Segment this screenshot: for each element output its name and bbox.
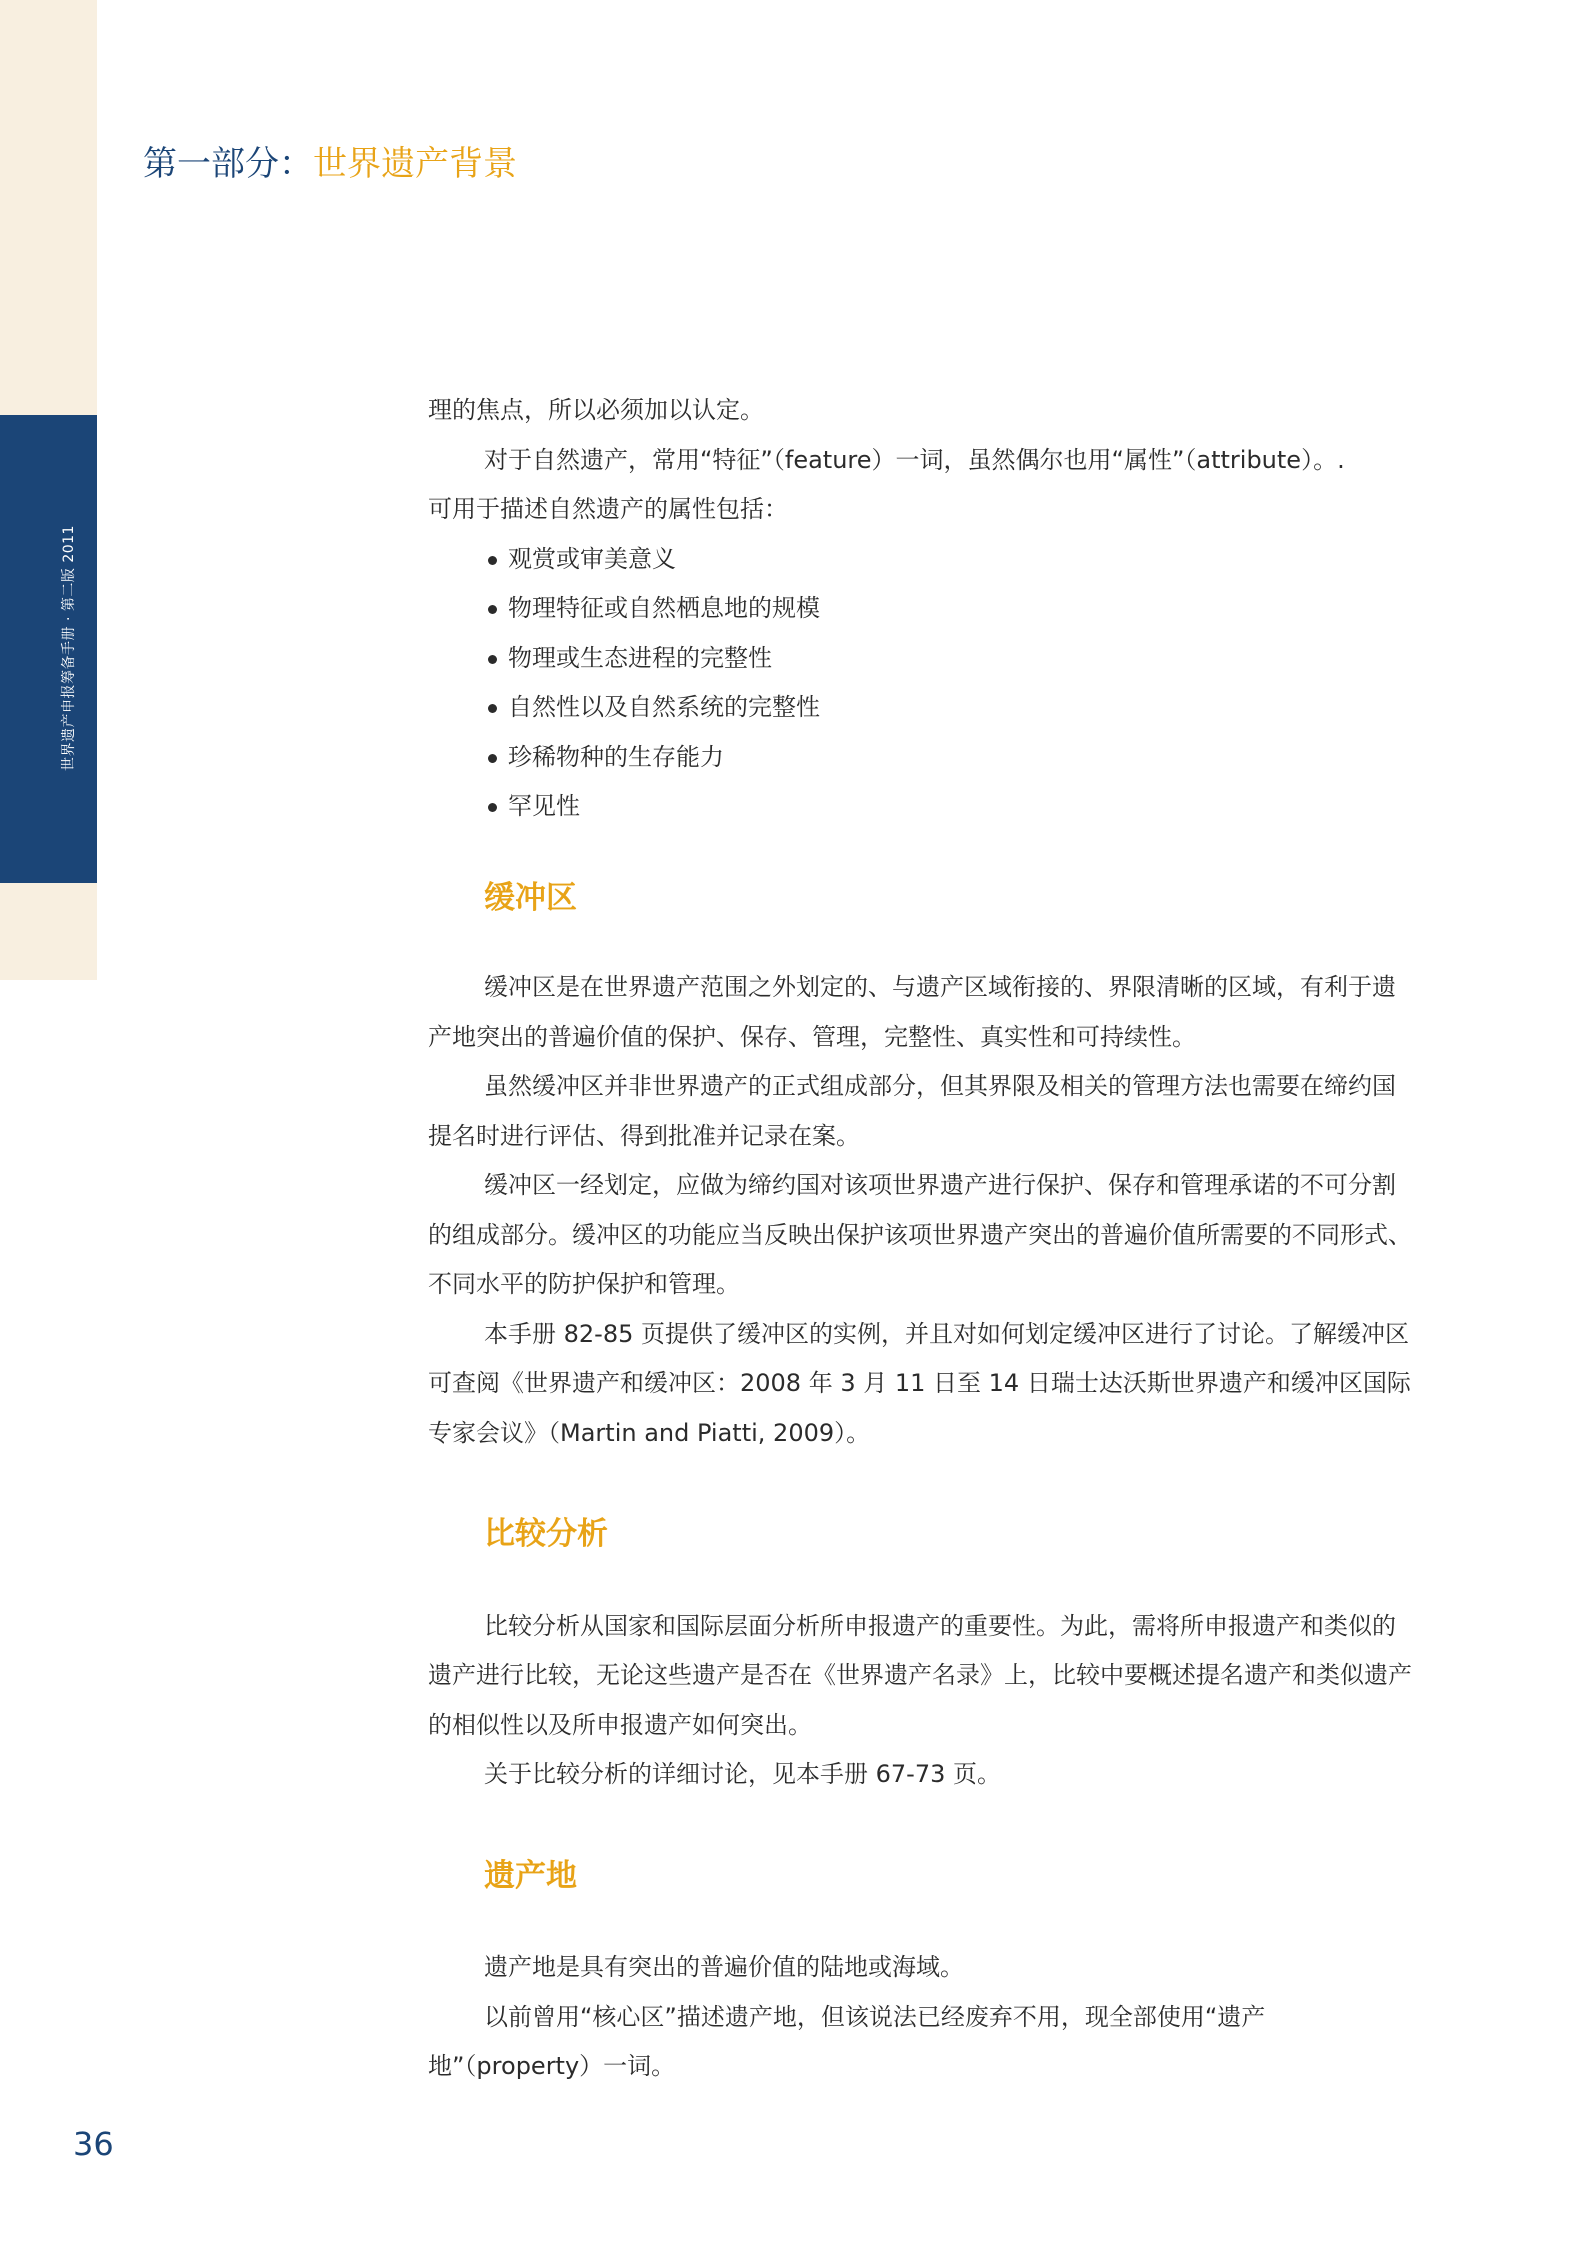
paragraph: 比较分析从国家和国际层面分析所申报遗产的重要性。为此，需将所申报遗产和类似的遗产进行比较，无论这些遗产是否在《世界遗产名录》上，比较中要概述提名遗产和类似遗产的相似性以及所申报遗产如何突出。 [428, 1611, 1412, 1739]
side-strip-bottom [0, 883, 97, 980]
paragraph: 遗产地是具有突出的普遍价值的陆地或海域。 [484, 1953, 964, 1981]
paragraph: 以前曾用“核心区”描述遗产地，但该说法已经废弃不用，现全部使用“遗产地”（property）一词。 [428, 2002, 1266, 2080]
attribute-list [428, 535, 1418, 832]
list-item: 罕见性 [486, 782, 1418, 832]
paragraph: 关于比较分析的详细讨论，见本手册 67-73 页。 [484, 1760, 1001, 1788]
side-running-title: 世界遗产申报筹备手册 · 第二版 2011 [61, 525, 77, 771]
main-content [428, 386, 1418, 2092]
intro-line: 对于自然遗产，常用“特征”（feature）一词，虽然偶尔也用“属性”（attribute）。. [484, 445, 1345, 474]
paragraph: 缓冲区是在世界遗产范围之外划定的、与遗产区域衔接的、界限清晰的区域，有利于遗产地突出的普遍价值的保护、保存、管理，完整性、真实性和可持续性。 [428, 973, 1396, 1051]
list-item: 自然性以及自然系统的完整性 [486, 683, 1418, 733]
header-part: 第一部分 [143, 144, 279, 184]
header-separator: ： [279, 144, 313, 184]
header-topic: 世界遗产背景 [313, 144, 517, 184]
section-heading-property: 遗产地 [484, 1857, 577, 1894]
intro-line: 理的焦点，所以必须加以认定。 [428, 396, 764, 424]
page-header [143, 136, 517, 185]
side-strip-band [0, 415, 97, 883]
list-item: 珍稀物种的生存能力 [486, 733, 1418, 783]
page-number: 36 [73, 2125, 114, 2163]
intro-line: 可用于描述自然遗产的属性包括： [428, 495, 788, 523]
paragraph: 虽然缓冲区并非世界遗产的正式组成部分，但其界限及相关的管理方法也需要在缔约国提名时进行评估、得到批准并记录在案。 [428, 1072, 1396, 1150]
list-item: 物理或生态进程的完整性 [486, 634, 1418, 684]
section-heading-buffer-zone: 缓冲区 [484, 879, 577, 916]
list-item: 观赏或审美意义 [486, 535, 1418, 585]
list-item: 物理特征或自然栖息地的规模 [486, 584, 1418, 634]
section-heading-comparative-analysis: 比较分析 [484, 1516, 608, 1552]
paragraph: 本手册 82-85 页提供了缓冲区的实例，并且对如何划定缓冲区进行了讨论。了解缓冲区可查阅《世界遗产和缓冲区：2008 年 3 月 11 日至 14 日瑞士达沃斯世界遗产和缓冲区国际专家会议》（Martin and Piatti, 2009）。 [428, 1319, 1411, 1447]
paragraph: 缓冲区一经划定，应做为缔约国对该项世界遗产进行保护、保存和管理承诺的不可分割的组成部分。缓冲区的功能应当反映出保护该项世界遗产突出的普遍价值所需要的不同形式、不同水平的防护保护和管理。 [428, 1171, 1412, 1298]
side-strip-top [0, 0, 97, 415]
